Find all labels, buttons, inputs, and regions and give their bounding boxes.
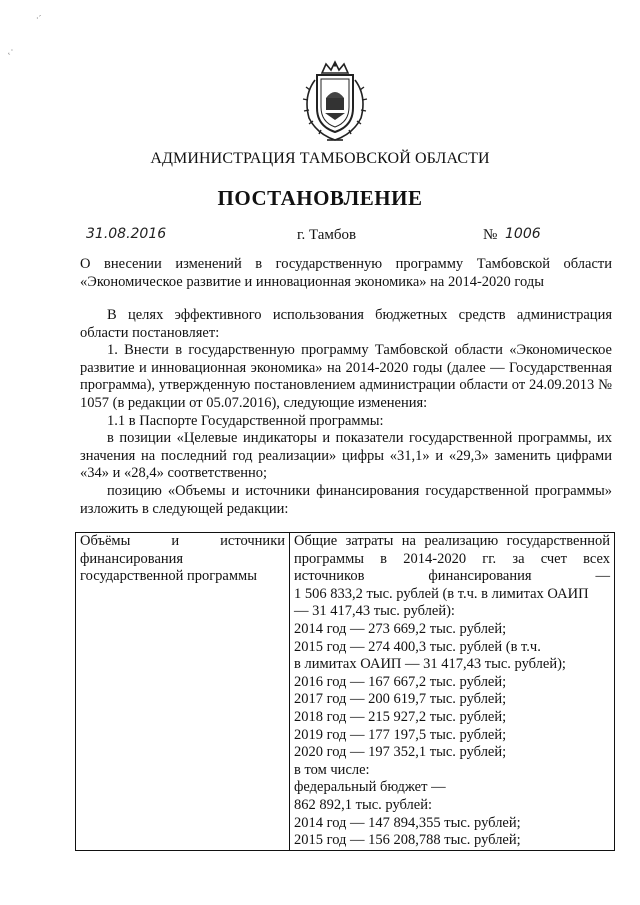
body-paragraph: В целях эффективного использования бюджетных средств администрация области постановляет: (80, 307, 612, 341)
handwritten-date: 31.08.2016 (86, 226, 167, 242)
funding-table (75, 532, 615, 851)
table-cell-content (290, 533, 615, 851)
content-line: 2015 год — 156 208,788 тыс. рублей; (294, 832, 521, 849)
content-line: 2014 год — 147 894,355 тыс. рублей; (294, 814, 521, 831)
table-cell-label (76, 533, 290, 851)
number-label: № (483, 227, 498, 243)
document-type-title: ПОСТАНОВЛЕНИЕ (217, 186, 423, 210)
scan-speck: ·´ (36, 14, 42, 23)
content-line: источников финансирования — (294, 568, 610, 585)
content-line: 2020 год — 197 352,1 тыс. рублей; (294, 744, 507, 761)
body-paragraph: позицию «Объемы и источники финансирования государственной программы» изложить в следующей редакции: (80, 482, 612, 517)
decree-subject: О внесении изменений в государственную программу Тамбовской области «Экономическое развитие и инновационная экономика» на 2014-2020 годы (80, 256, 612, 290)
table-row (76, 533, 615, 851)
content-line: 2015 год — 274 400,3 тыс. рублей (в т.ч. (294, 638, 541, 655)
label-line: Объёмы и источники (80, 533, 285, 549)
body-paragraph: в позиции «Целевые индикаторы и показатели государственной программы, их значения на последний год реализации» цифры «31,1» и «29,3» заменить цифрами «34» и «28,4» соответственно; (80, 430, 612, 482)
organization-name: АДМИНИСТРАЦИЯ ТАМБОВСКОЙ ОБЛАСТИ (150, 150, 490, 167)
body-paragraph: 1.1 в Паспорте Государственной программы: (107, 412, 384, 429)
content-line: 2018 год — 215 927,2 тыс. рублей; (294, 708, 507, 725)
content-line: федеральный бюджет — (294, 779, 446, 796)
content-line: 2017 год — 200 619,7 тыс. рублей; (294, 691, 507, 708)
content-line: — 31 417,43 тыс. рублей): (294, 603, 455, 620)
content-line: программы в 2014-2020 гг. за счет всех (294, 550, 610, 567)
handwritten-number: 1006 (505, 226, 541, 242)
label-line: государственной программы (80, 568, 257, 585)
content-line: 1 506 833,2 тыс. рублей (в т.ч. в лимитах ОАИП (294, 585, 589, 602)
label-line: финансирования (80, 550, 184, 567)
content-line: 2019 год — 177 197,5 тыс. рублей; (294, 726, 507, 743)
scan-speck: ˛· (8, 46, 14, 55)
body-paragraph: 1. Внести в государственную программу Тамбовской области «Экономическое развитие и инновационная экономика» на 2014-2020 годы (далее — Государственная программа), утвержденную постановлением администрации области от 24.09.2013 № 1057 (в редакции от 05.07.2016), следующие изменения: (80, 342, 612, 411)
content-line: в том числе: (294, 761, 370, 778)
content-line: 2016 год — 167 667,2 тыс. рублей; (294, 673, 507, 690)
content-line: 2014 год — 273 669,2 тыс. рублей; (294, 620, 507, 637)
content-line: в лимитах ОАИП — 31 417,43 тыс. рублей); (294, 656, 566, 673)
decree-body (80, 307, 612, 518)
city-label: г. Тамбов (297, 227, 357, 243)
coat-of-arms-emblem (297, 60, 373, 144)
content-line: Общие затраты на реализацию государственной (294, 533, 610, 549)
content-line: 862 892,1 тыс. рублей: (294, 796, 432, 813)
